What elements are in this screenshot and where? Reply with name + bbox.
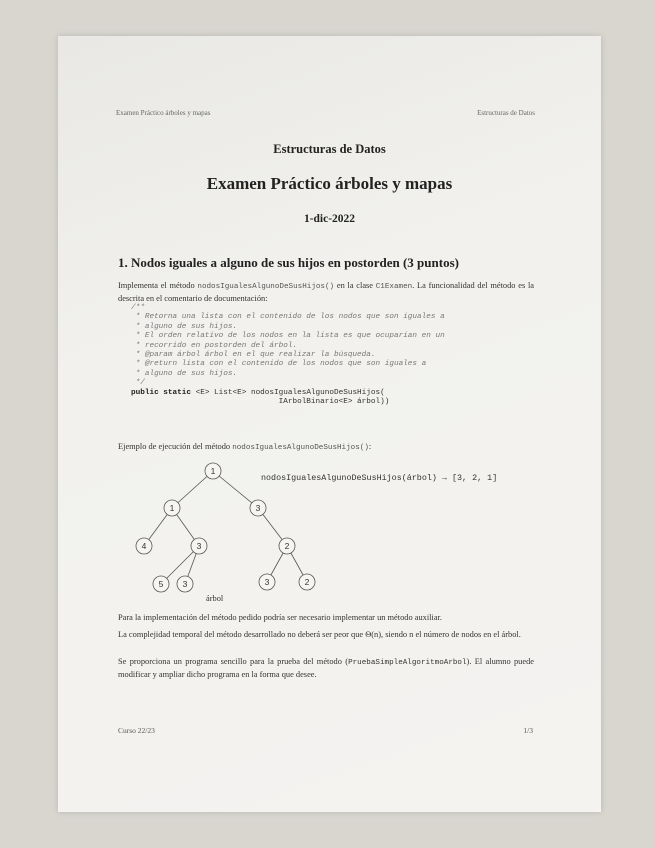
exam-page: [58, 36, 601, 812]
signature-keywords: public static: [131, 388, 191, 397]
intro-method: nodosIgualesAlgunoDeSusHijos(): [197, 283, 335, 291]
program-text-2: ). El alumno puede modificar y ampliar dicho programa en la forma que desee.: [118, 657, 534, 679]
note-complexity: La complejidad temporal del método desarrollado no deberá ser peor que Θ(n), siendo n el número de nodos en el árbol.: [118, 630, 521, 639]
tree-node-right: 3: [255, 503, 261, 513]
exam-date: 1-dic-2022: [303, 213, 356, 225]
intro-class: C1Examen: [375, 283, 413, 291]
tree-node-rl-right: 2: [304, 577, 310, 587]
tree-node-lr-right: 3: [182, 579, 188, 589]
doc-line-2: * alguno de sus hijos.: [131, 322, 238, 331]
section-heading: 1. Nodos iguales a alguno de sus hijos en postorden (3 puntos): [118, 255, 459, 270]
tree-node-left-left: 4: [141, 541, 147, 551]
tree-node-right-left: 2: [284, 541, 290, 551]
note-program: [118, 656, 534, 680]
doc-line-8: */: [131, 379, 145, 388]
example-result: nodosIgualesAlgunoDeSusHijos(árbol) → [3, 2, 1]: [261, 473, 498, 483]
tree-node-left-right: 3: [196, 541, 202, 551]
doc-line-6: * @return lista con el contenido de los nodos que son iguales a: [131, 360, 427, 369]
intro-text-2: en la clase: [334, 281, 376, 290]
tree-node-rl-left: 3: [264, 577, 270, 587]
program-name: PruebaSimpleAlgoritmoArbol: [348, 659, 467, 667]
doc-line-3: * El orden relativo de los nodos en la lista es que ocuparían en un: [131, 332, 445, 341]
doc-line-0: /**: [131, 304, 145, 312]
program-text-1: Se proporciona un programa sencillo para la prueba del método (: [118, 657, 349, 666]
signature-line-2: IArbolBinario<E> árbol)): [131, 398, 390, 407]
code-block: [131, 304, 445, 407]
header-left: Examen Práctico árboles y mapas: [116, 109, 211, 117]
example-text-1: Ejemplo de ejecución del método: [118, 442, 233, 451]
intro-text-1: Implementa el método: [118, 281, 198, 290]
header-right: Estructuras de Datos: [477, 109, 535, 117]
example-method: nodosIgualesAlgunoDeSusHijos(): [232, 444, 369, 452]
binary-tree-diagram: [128, 458, 328, 598]
example-text-2: :: [368, 442, 372, 451]
example-intro: [118, 441, 534, 454]
footer-course: Curso 22/23: [118, 726, 155, 735]
intro-text-3: . La funcionalidad del método es la descrita en el comentario de documentación:: [118, 281, 534, 303]
doc-line-4: * recorrido en postorden del árbol.: [131, 341, 298, 350]
subject-title: Estructuras de Datos: [273, 142, 386, 156]
exam-title: Examen Práctico árboles y mapas: [206, 174, 453, 193]
tree-node-root: 1: [210, 466, 216, 476]
tree-caption: árbol: [206, 594, 224, 603]
footer-page-number: 1/3: [523, 726, 533, 735]
doc-line-7: * alguno de sus hijos.: [131, 369, 238, 378]
doc-line-5: * @param árbol árbol en el que realizar la búsqueda.: [131, 351, 376, 360]
signature-rest: <E> List<E> nodosIgualesAlgunoDeSusHijos(: [190, 388, 385, 397]
doc-line-1: * Retorna una lista con el contenido de los nodos que son iguales a: [131, 313, 445, 322]
tree-node-lr-left: 5: [158, 579, 164, 589]
tree-node-left: 1: [169, 503, 175, 513]
note-auxiliary: Para la implementación del método pedido podría ser necesario implementar un método auxiliar.: [118, 613, 442, 622]
intro-paragraph: [118, 280, 534, 304]
